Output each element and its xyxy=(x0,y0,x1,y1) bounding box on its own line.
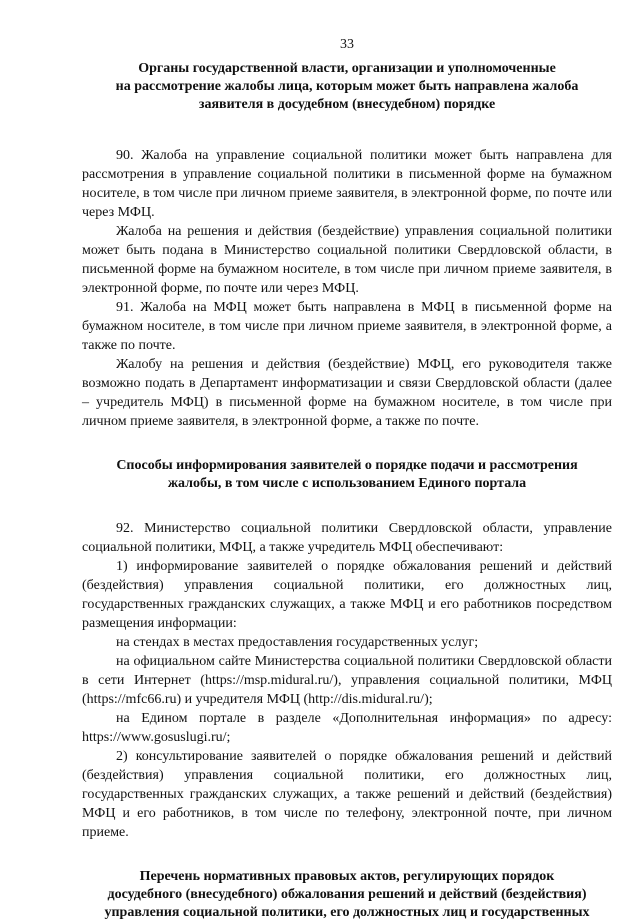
paragraph-91: 91. Жалоба на МФЦ может быть направлена в МФЦ в письменной форме на бумажном носителе, в том числе при личном приеме заявителя, в электронной форме, а также по почте. xyxy=(82,300,612,353)
section-heading-complaint-bodies xyxy=(82,60,612,114)
paragraph-90: 90. Жалоба на управление социальной политики может быть направлена для рассмотрения в управление социальной политики в письменной форме на бумажном носителе, в том числе при личном приеме заявителя, в электронной форме, по почте или через МФЦ. xyxy=(82,148,612,220)
heading-line: Органы государственной власти, организации и уполномоченные xyxy=(138,61,556,76)
heading-line: заявителя в досудебном (внесудебном) порядке xyxy=(198,97,496,112)
paragraph-consulting: 2) консультирование заявителей о порядке обжалования решений и действий (бездействия) управления социальной политики, его должностных лиц, государственных гражданских служащих, а также решений и действий (бездействия) МФЦ и его работников, в том числе по телефону, электронной почте, при личном приеме. xyxy=(82,749,612,840)
section-heading-regulatory-acts xyxy=(82,868,612,922)
paragraph-92: 92. Министерство социальной политики Свердловской области, управление социальной политики, МФЦ, а также учредитель МФЦ обеспечивают: xyxy=(82,521,612,555)
heading-line: Перечень нормативных правовых актов, регулирующих порядок xyxy=(139,869,555,884)
document-page xyxy=(82,36,612,922)
paragraph-unified-portal: на Едином портале в разделе «Дополнительная информация» по адресу: https://www.gosuslugi.ru/; xyxy=(82,711,612,745)
page-number: 33 xyxy=(340,37,354,52)
paragraph-informing: 1) информирование заявителей о порядке обжалования решений и действий (бездействия) управления социальной политики, его должностных лиц, государственных гражданских служащих, а также МФЦ и его работников посредством размещения информации: xyxy=(82,559,612,631)
heading-line: Способы информирования заявителей о порядке подачи и рассмотрения xyxy=(116,458,578,473)
section-heading-informing-methods xyxy=(82,457,612,493)
paragraph-stands: на стендах в местах предоставления государственных услуг; xyxy=(116,635,479,650)
heading-line: досудебного (внесудебного) обжалования решений и действий (бездействия) xyxy=(107,887,587,902)
heading-line: жалобы, в том числе с использованием Единого портала xyxy=(167,476,527,491)
paragraph-complaint-ministry: Жалоба на решения и действия (бездействие) управления социальной политики может быть подана в Министерство социальной политики Свердловской области, в письменной форме на бумажном носителе, в том числе при личном приеме заявителя, в электронной форме, по почте или через МФЦ. xyxy=(82,224,612,296)
heading-line: управления социальной политики, его должностных лиц и государственных xyxy=(104,905,590,920)
paragraph-official-sites: на официальном сайте Министерства социальной политики Свердловской области в сети Интернет (https://msp.midural.ru/), управления социальной политики, МФЦ (https://mfc66.ru) и учредителя МФЦ (http://dis.midural.ru/); xyxy=(82,654,612,707)
paragraph-complaint-mfc-founder: Жалобу на решения и действия (бездействие) МФЦ, его руководителя также возможно подать в Департамент информатизации и связи Свердловской области (далее – учредитель МФЦ) в письменной форме на бумажном носителе, в том числе при личном приеме заявителя, в электронной форме, а также по почте. xyxy=(82,357,612,429)
heading-line: на рассмотрение жалобы лица, которым может быть направлена жалоба xyxy=(115,79,579,94)
